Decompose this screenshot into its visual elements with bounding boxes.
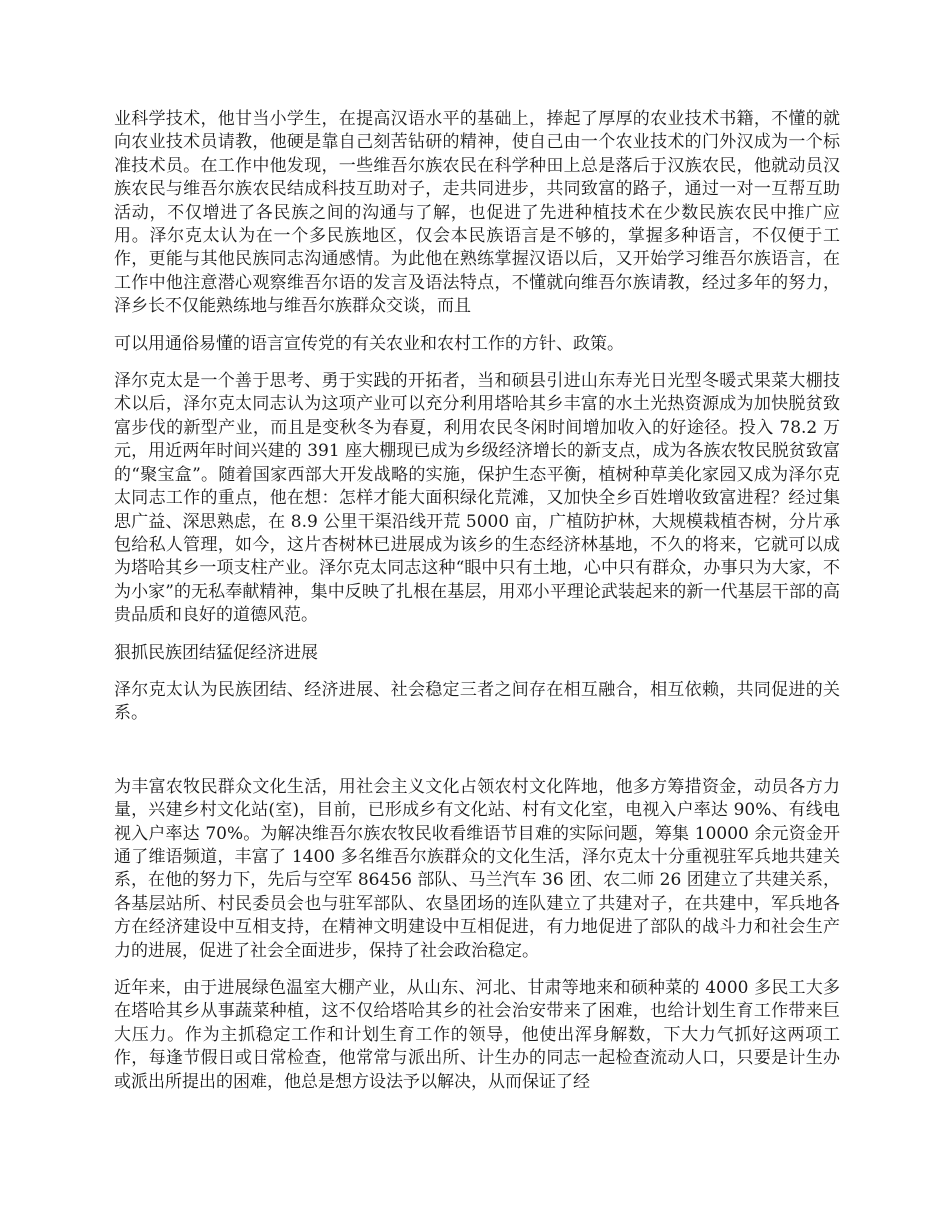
paragraph-3: 泽尔克太是一个善于思考、勇于实践的开拓者，当和硕县引进山东寿光日光型冬暖式果菜大棚技术以后，泽尔克太同志认为这项产业可以充分利用塔哈其乡丰富的水土光热资源成为加快脱贫致富步伐的新型产业，而且是变秋冬为春夏，利用农民冬闲时间增加收入的好途径。投入 78.2 万元，用近两年时间兴建的 391 座大棚现已成为乡级经济增长的新支点，成为各族农牧民脱贫致富的“聚宝盒”。随着国家西部大开发战略的实施，保护生态平衡，植树种草美化家园又成为泽尔克太同志工作的重点，他在想：怎样才能大面积绿化荒滩，又加快全乡百姓增收致富进程？经过集思广益、深思熟虑，在 8.9 公里干渠沿线开荒 5000 亩，广植防护林，大规模栽植杏树，分片承包给私人管理，如今，这片杏树林已进展成为该乡的生态经济林基地，不久的将来，它就可以成为塔哈其乡一项支柱产业。泽尔克太同志这种“眼中只有土地，心中只有群众，办事只为大家，不为小家”的无私奉献精神，集中反映了扎根在基层，用邓小平理论武装起来的新一代基层干部的高贵品质和良好的道德风范。 [114,371,840,626]
paragraph-5: 为丰富农牧民群众文化生活，用社会主义文化占领农村文化阵地，他多方筹措资金，动员各方力量，兴建乡村文化站(室)，目前，已形成乡有文化站、村有文化室，电视入户率达 90%、有线电视入户率达 70%。为解决维吾尔族农牧民收看维语节目难的实际问题，筹集 10000 余元资金开通了维语频道，丰富了 1400 多名维吾尔族群众的文化生活，泽尔克太十分重视驻军兵地共建关系，在他的努力下，先后与空军 86456 部队、马兰汽车 36 团、农二师 26 团建立了共建关系，各基层站所、村民委员会也与驻军部队、农垦团场的连队建立了共建对子，在共建中，军兵地各方在经济建设中互相支持，在精神文明建设中互相促进，有力地促进了部队的战斗力和社会生产力的进展，促进了社会全面进步，保持了社会政治稳定。 [114,776,840,961]
paragraph-4: 泽尔克太认为民族团结、经济进展、社会稳定三者之间存在相互融合，相互依赖，共同促进的关系。 [114,679,840,724]
paragraph-2: 可以用通俗易懂的语言宣传党的有关农业和农村工作的方针、政策。 [114,333,624,354]
blank-spacer [114,740,840,776]
section-heading: 狠抓民族团结猛促经济进展 [114,642,318,663]
paragraph-1: 业科学技术，他甘当小学生，在提高汉语水平的基础上，捧起了厚厚的农业技术书籍，不懂的就向农业技术员请教，他硬是靠自己刻苦钻研的精神，使自己由一个农业技术的门外汉成为一个标准技术员。在工作中他发现，一些维吾尔族农民在科学种田上总是落后于汉族农民，他就动员汉族农民与维吾尔族农民结成科技互助对子，走共同进步，共同致富的路子，通过一对一互帮互助活动，不仅增进了各民族之间的沟通与了解，也促进了先进种植技术在少数民族农民中推广应用。泽尔克太认为在一个多民族地区，仅会本民族语言是不够的，掌握多种语言，不仅便于工作，更能与其他民族同志沟通感情。为此他在熟练掌握汉语以后，又开始学习维吾尔族语言，在工作中他注意潜心观察维吾尔语的发言及语法特点，不懂就向维吾尔族请教，经过多年的努力，泽乡长不仅能熟练地与维吾尔族群众交谈，而且 [114,109,840,317]
paragraph-6: 近年来，由于进展绿色温室大棚产业，从山东、河北、甘肃等地来和硕种菜的 4000 多民工大多在塔哈其乡从事蔬菜种植，这不仅给塔哈其乡的社会治安带来了困难，也给计划生育工作带来巨大压力。作为主抓稳定工作和计划生育工作的领导，他使出浑身解数，下大力气抓好这两项工作，每逢节假日或日常检查，他常常与派出所、计生办的同志一起检查流动人口，只要是计生办或派出所提出的困难，他总是想方设法予以解决，从而保证了经 [114,978,840,1092]
document-body [114,108,840,1108]
